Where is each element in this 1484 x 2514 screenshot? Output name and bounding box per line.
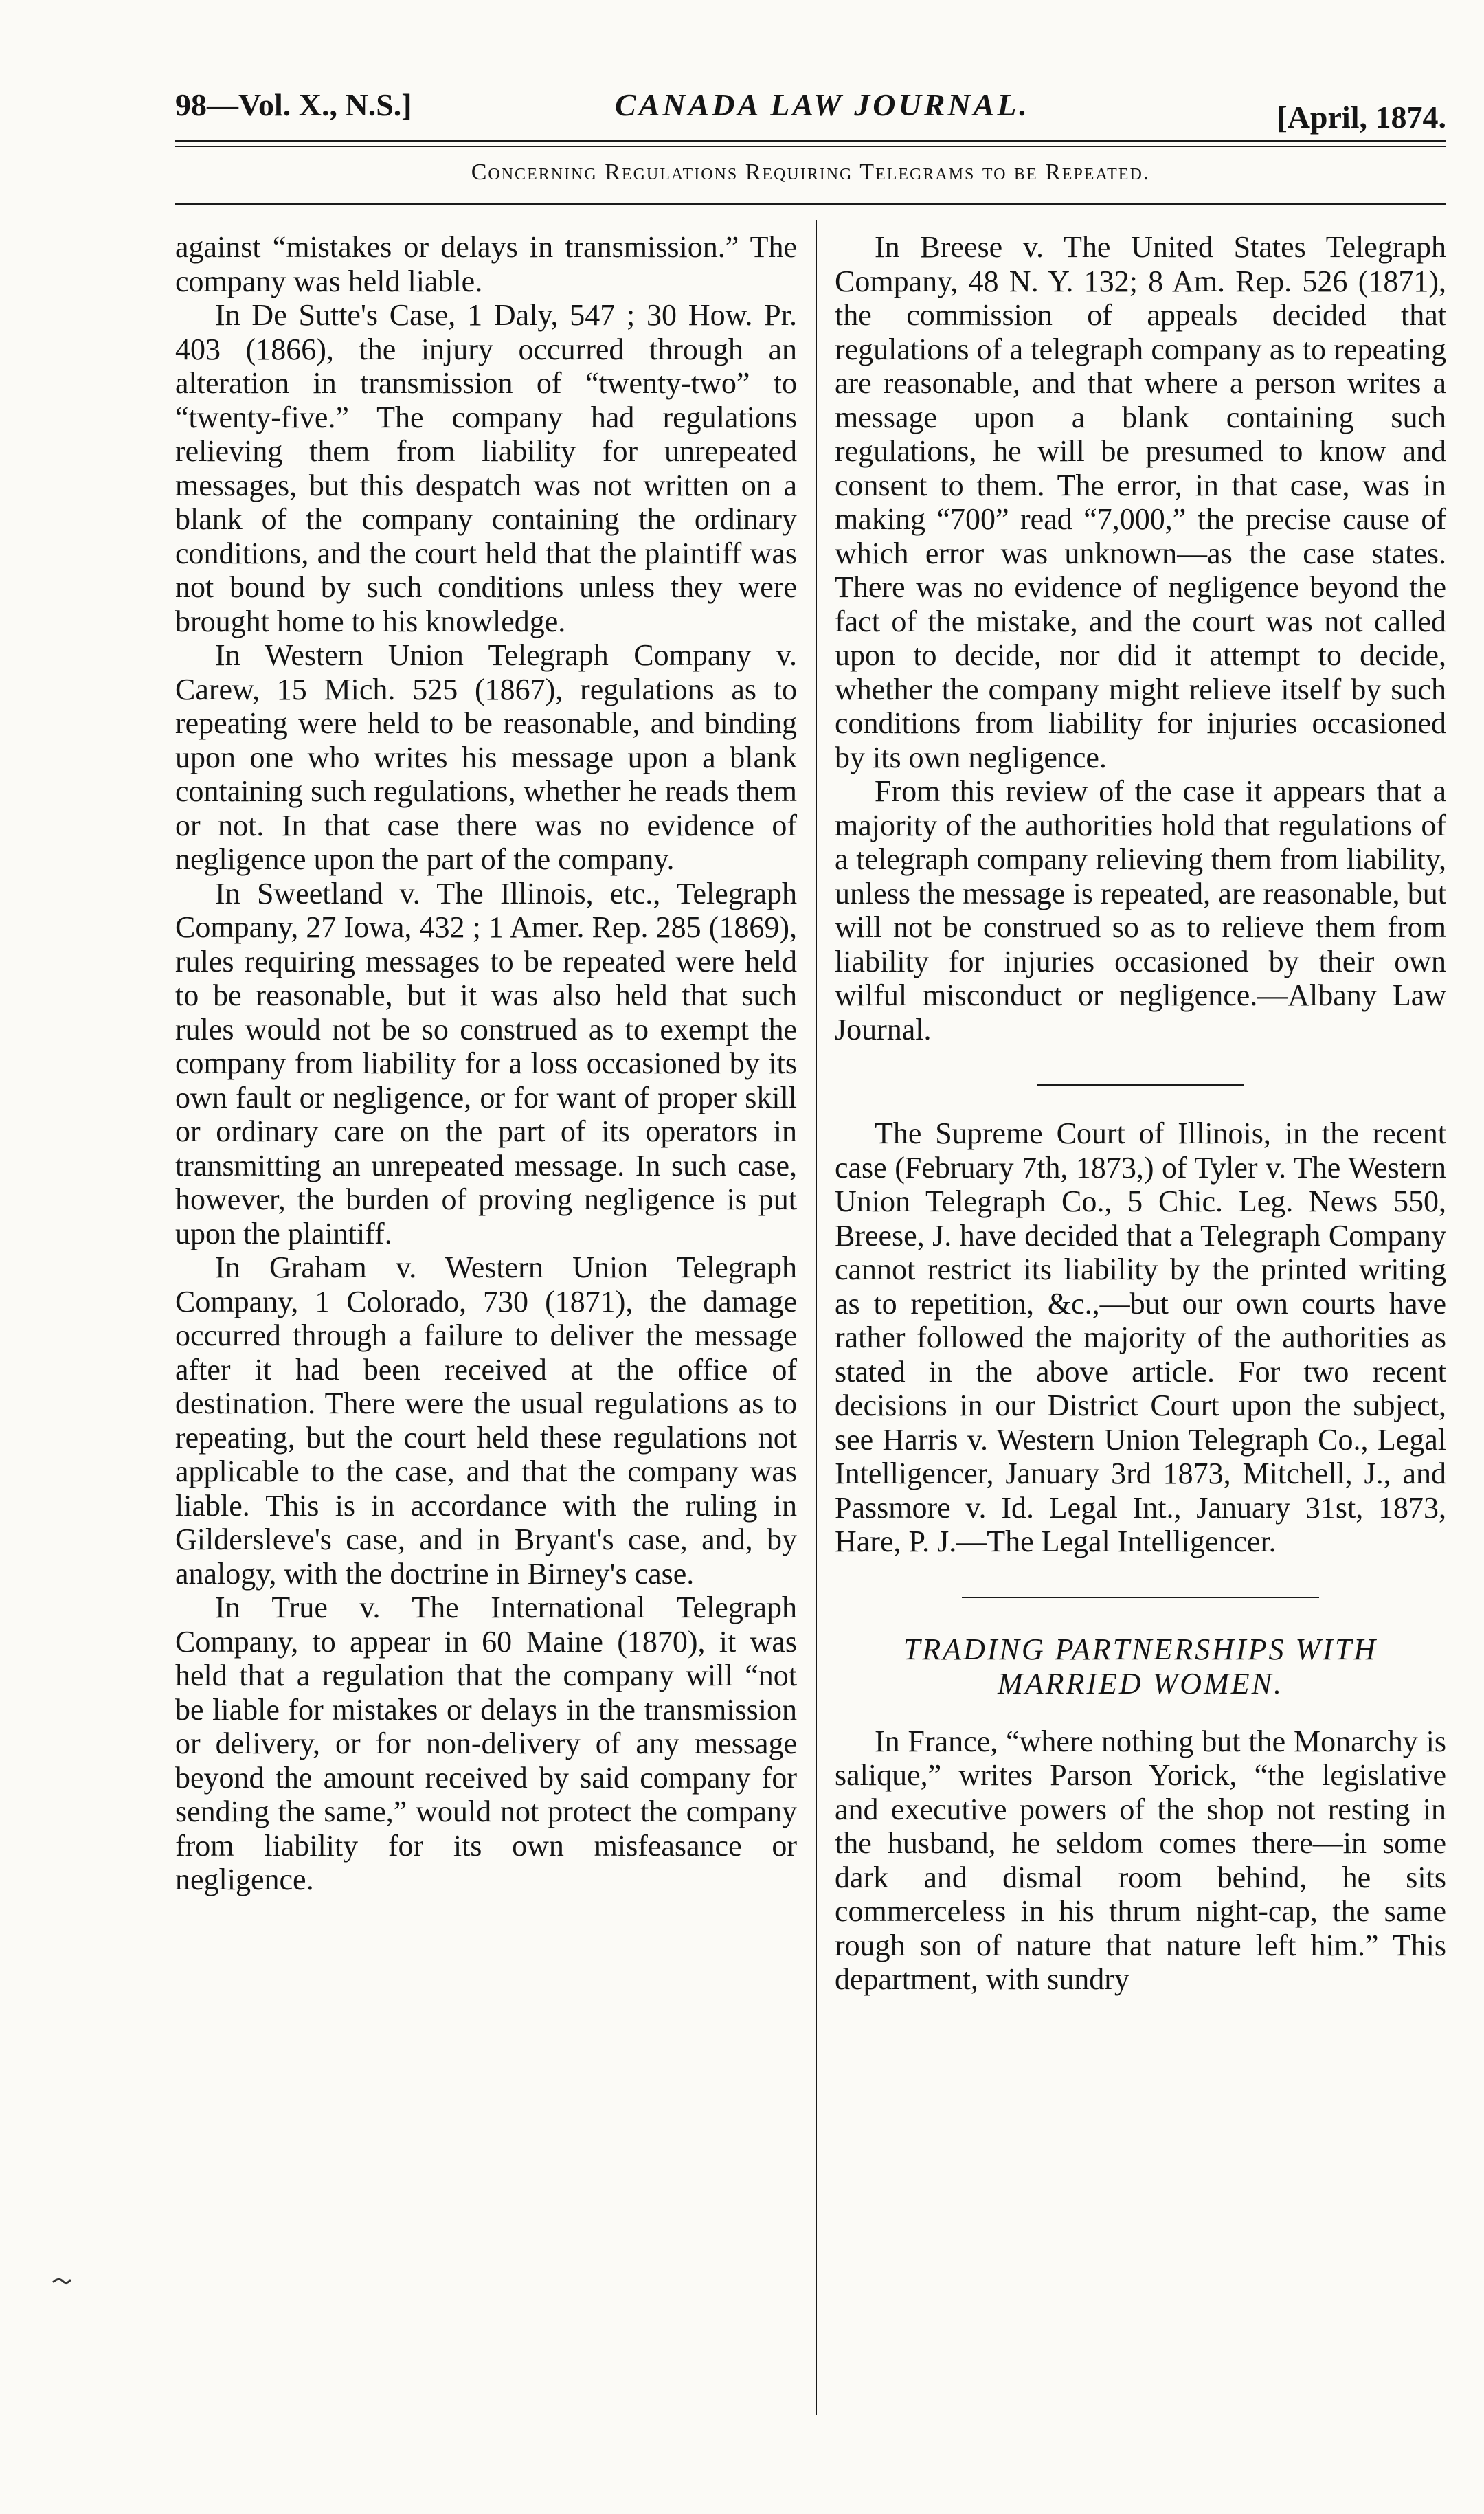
article-subheader: Concerning Regulations Requiring Telegrams to be Repeated. [471,159,1151,185]
right-paragraph-4: In France, “where nothing but the Monarchy is salique,” writes Parson Yorick, “the legislative and executive powers of the shop not resting in the husband, he seldom comes there—in some dark and dismal room behind, he sits commerceless in his thrum night-cap, the same rough son of nature that nature left him.” This department, with sundry [835,1724,1446,1996]
left-column [175,230,797,1897]
margin-mark [52,2267,72,2291]
section-divider-2 [962,1597,1319,1598]
ink-mark-icon [52,2276,72,2285]
header-rule-top [175,140,1446,142]
journal-title: CANADA LAW JOURNAL. [615,87,1030,122]
left-paragraph-6: In True v. The International Telegraph Company, to appear in 60 Maine (1870), it was held that a regulation that the company will “not be liable for mistakes or delays in the transmission or delivery, or for non-delivery of any message beyond the amount received by said company for sending the same,” would not protect the company from liability for its own misfeasance or negligence. [175,1591,797,1896]
left-paragraph-4: In Sweetland v. The Illinois, etc., Telegraph Company, 27 Iowa, 432 ; 1 Amer. Rep. 285 (1869), rules requiring messages to be repeated were held to be reasonable, but it was also held that such rules would not be so construed as to exempt the company from liability for a loss occasioned by its own fault or negligence, or for want of proper skill or ordinary care on the part of its operators in transmitting an unrepeated message. In such case, however, the burden of proving negligence is put upon the plaintiff. [175,876,797,1250]
section-title: TRADING PARTNERSHIPS WITH MARRIED WOMEN. [903,1632,1378,1701]
left-paragraph-3: In Western Union Telegraph Company v. Carew, 15 Mich. 525 (1867), regulations as to repeating were held to be reasonable, and binding upon one who writes his message upon a blank containing such regulations, whether he reads them or not. In that case there was no evidence of negligence upon the part of the company. [175,638,797,876]
header-rule-bottom [175,146,1446,147]
running-header [175,82,1446,137]
column-divider [816,220,817,2415]
left-paragraph-2: In De Sutte's Case, 1 Daly, 547 ; 30 How. Pr. 403 (1866), the injury occurred through an alteration in transmission of “twenty-two” to “twenty-five.” The company had regulations relieving them from liability for unrepeated messages, but this despatch was not written on a blank of the company containing the ordinary conditions, and the court held that the plaintiff was not bound by such conditions unless they were brought home to his knowledge. [175,298,797,638]
subheader-rule [175,203,1446,205]
right-column [835,230,1446,1997]
right-paragraph-1: In Breese v. The United States Telegraph Company, 48 N. Y. 132; 8 Am. Rep. 526 (1871), the commission of appeals decided that regulations of a telegraph company as to repeating are reasonable, and that where a person writes a message upon a blank containing such regulations, he will be presumed to know and consent to them. The error, in that case, was in making “700” read “7,000,” the precise cause of which error was unknown—as the case states. There was no evidence of negligence beyond the fact of the mistake, and the court was not called upon to decide, nor did it attempt to decide, whether the company might relieve itself by such conditions from liability for injuries occasioned by its own negligence. [835,230,1446,774]
right-paragraph-3: The Supreme Court of Illinois, in the recent case (February 7th, 1873,) of Tyler v. The Western Union Telegraph Co., 5 Chic. Leg. News 550, Breese, J. have decided that a Telegraph Company cannot restrict its liability by the printed writing as to repetition, &c.,—but our own courts have rather followed the majority of the authorities as stated in the above article. For two recent decisions in our District Court upon the subject, see Harris v. Western Union Telegraph Co., Legal Intelligencer, January 3rd 1873, Mitchell, J., and Passmore v. Id. Legal Int., January 31st, 1873, Hare, P. J.—The Legal Intelligencer. [835,1116,1446,1558]
left-paragraph-5: In Graham v. Western Union Telegraph Company, 1 Colorado, 730 (1871), the damage occurred through a failure to deliver the message after it had been received at the office of destination. There were the usual regulations as to repeating, but the court held these regulations not applicable to the case, and that the company was liable. This is in accordance with the ruling in Gildersleve's case, and in Bryant's case, and, by analogy, with the doctrine in Birney's case. [175,1250,797,1591]
section-divider-1 [1037,1084,1244,1086]
left-paragraph-1: against “mistakes or delays in transmission.” The company was held liable. [175,230,797,298]
page-volume-label: 98—Vol. X., N.S.] [175,87,412,122]
right-paragraph-2: From this review of the case it appears that a majority of the authorities hold that regulations of a telegraph company relieving them from liability, unless the message is repeated, are reasonable, but will not be construed so as to relieve them from liability for injuries occasioned by their own wilful misconduct or negligence.—Albany Law Journal. [835,774,1446,1046]
issue-date: [April, 1874. [1277,100,1446,135]
